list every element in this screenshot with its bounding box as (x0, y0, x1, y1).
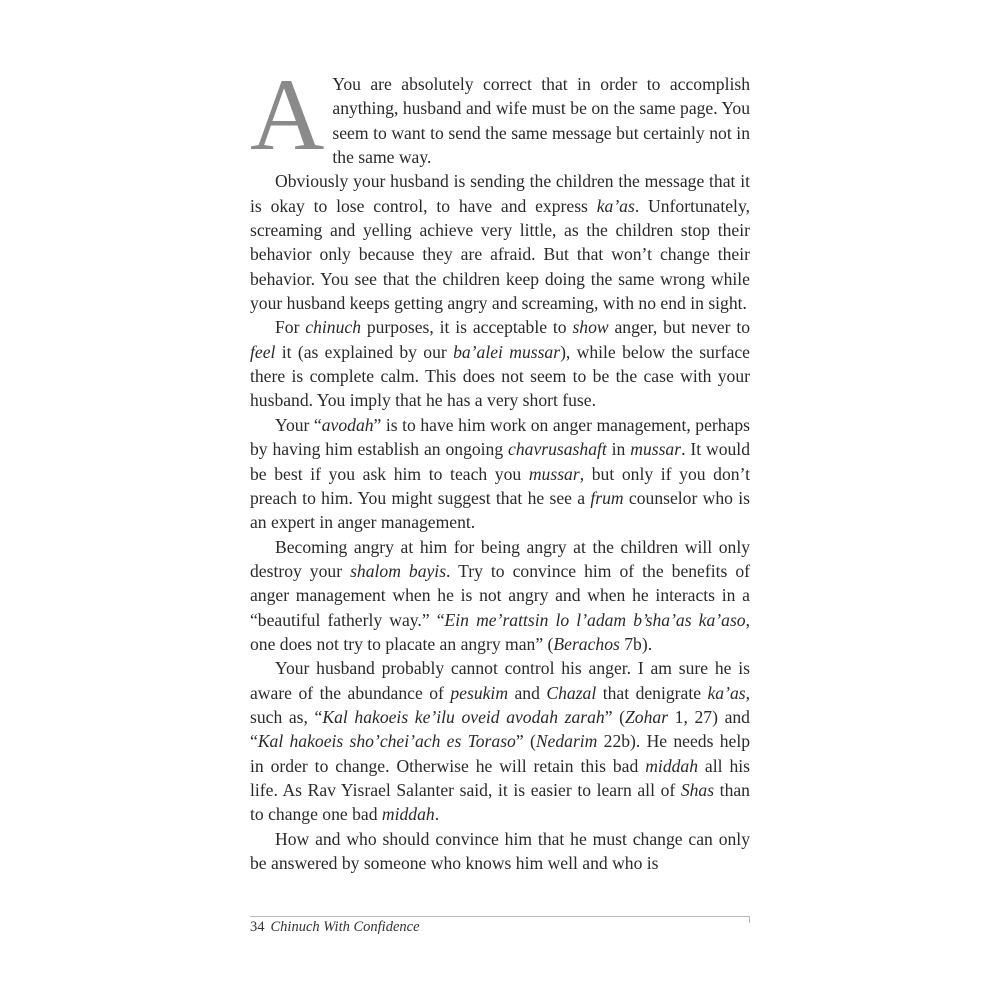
page-footer (250, 916, 750, 939)
italic-term: ba’alei mussar (453, 341, 561, 362)
text-run: it (as explained by our (275, 341, 454, 362)
italic-term: Zohar (625, 706, 669, 727)
text-run: ” ( (604, 706, 626, 727)
text-run: 1, 27) and “ (250, 706, 750, 752)
italic-term: middah (381, 804, 435, 825)
page-body (250, 58, 751, 875)
text-run: purposes, it is acceptable to (361, 317, 573, 338)
article-text (250, 58, 751, 875)
paragraph (250, 413, 750, 535)
text-run: . It would be best if you ask him to teach you (250, 439, 750, 484)
paragraph (250, 656, 750, 826)
paragraph (250, 315, 750, 412)
text-run: ), while below the surface there is complete calm. This does not seem to be the case with your husband. You imply that he has a very short fuse. (250, 341, 750, 411)
text-run: , one does not try to placate an angry man” ( (250, 609, 750, 654)
text-run: . (434, 804, 440, 825)
text-run: You are absolutely correct that in order to accomplish anything, husband and wife must be on the same page. You seem to want to send the same message but certainly not in the same way. (332, 74, 750, 168)
italic-term: avodah (321, 414, 374, 435)
italic-term: mussar (630, 439, 682, 460)
text-run: than to change one bad (250, 779, 750, 825)
text-run: Obviously your husband is sending the children the message that it is okay to lose control, to have and express (250, 171, 750, 216)
italic-term: chavrusashaft (508, 439, 607, 460)
text-run: How and who should convince him that he must change can only be answered by someone who knows him well and who is (250, 828, 750, 873)
text-run: ” ( (515, 731, 536, 752)
italic-term: ka’as (596, 195, 635, 216)
book-title: Chinuch With Confidence (270, 919, 420, 935)
text-run: Becoming angry at him for being angry at the children will only destroy your (250, 536, 750, 581)
italic-term: frum (590, 487, 624, 508)
text-run: , such as, “ (250, 682, 751, 727)
text-run: counselor who is an expert in anger management. (250, 487, 750, 533)
italic-term: ka’as (707, 682, 746, 703)
footer-text (250, 919, 420, 936)
text-run: in (606, 439, 631, 460)
text-run: For (275, 317, 306, 338)
italic-term: Chazal (546, 682, 597, 703)
italic-term: show (572, 317, 609, 338)
italic-term: chinuch (305, 317, 361, 338)
italic-term: Shas (680, 779, 715, 800)
text-run: Your “ (275, 414, 322, 435)
text-run: . Unfortunately, screaming and yelling achieve very little, as the children stop their behavior only because they are afraid. But that won’t change their behavior. You see that the children keep doing the same wrong while your husband keeps getting angry and screaming, with no end in sight. (250, 195, 751, 314)
italic-term: Kal hakoeis ke’ilu oveid avodah zarah (322, 706, 605, 727)
page-number: 34 (250, 919, 265, 935)
text-run: 22b). He needs help in order to change. Otherwise he will retain this bad (250, 731, 751, 776)
italic-term: feel (250, 341, 276, 362)
drop-cap: A (250, 58, 325, 172)
footer-rule-end (749, 916, 750, 923)
text-run: 7b). (619, 633, 653, 654)
italic-term: mussar (528, 463, 580, 484)
italic-term: pesukim (450, 682, 509, 703)
paragraph (250, 827, 750, 876)
italic-term: middah (645, 755, 698, 776)
italic-term: Ein me’rattsin lo l’adam b’sha’as ka’aso (444, 609, 746, 630)
paragraph (250, 58, 750, 172)
text-run: Your husband probably cannot control his anger. I am sure he is aware of the abundance of (250, 658, 750, 703)
italic-term: Kal hakoeis sho’chei’ach es Toraso (257, 731, 516, 752)
text-run: all his life. As Rav Yisrael Salanter said, it is easier to learn all of (250, 755, 750, 800)
paragraph (250, 169, 750, 315)
text-run: . Try to convince him of the benefits of anger management when he is not angry and when he interacts in a “beautiful fatherly way.” “ (250, 560, 751, 630)
text-run: that denigrate (596, 682, 708, 703)
italic-term: Berachos (553, 633, 620, 654)
text-run: ” is to have him work on anger management, perhaps by having him establish an ongoing (250, 414, 751, 460)
text-run: anger, but never to (608, 317, 750, 338)
paragraph (250, 535, 750, 657)
text-run: , but only if you don’t preach to him. You might suggest that he see a (250, 463, 750, 508)
text-run: and (508, 682, 547, 703)
italic-term: Nedarim (535, 731, 598, 752)
italic-term: shalom bayis (350, 560, 447, 581)
